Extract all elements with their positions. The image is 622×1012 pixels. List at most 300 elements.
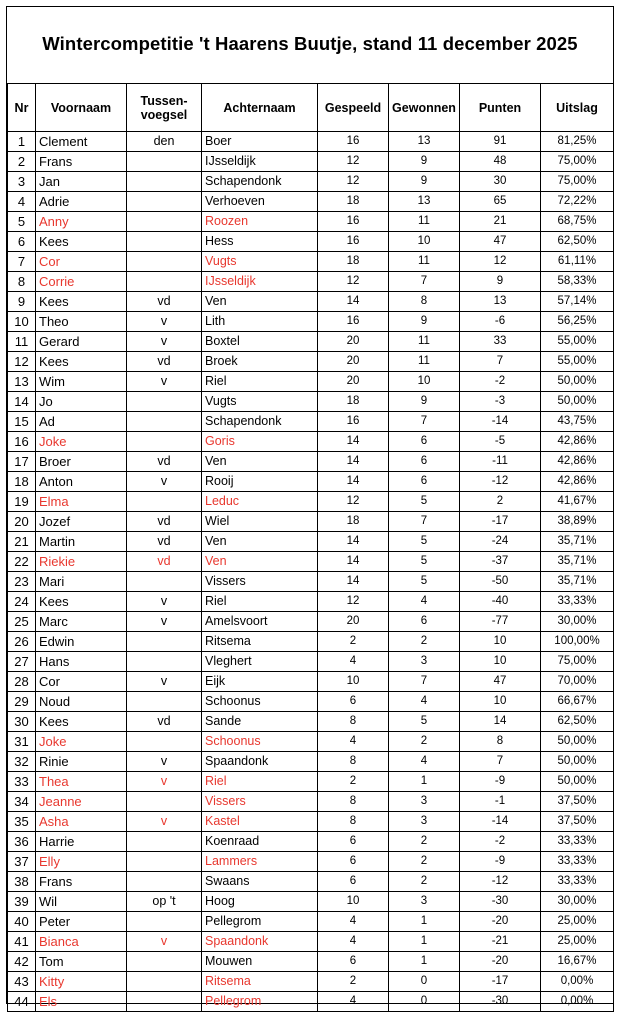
table-row: [8, 292, 614, 312]
cell-punten: 13: [460, 292, 541, 312]
table-row: [8, 792, 614, 812]
cell-gespeeld: 14: [318, 572, 389, 592]
cell-nr: 13: [8, 372, 36, 392]
cell-uitslag: 38,89%: [541, 512, 614, 532]
cell-tussenvoegsel: [127, 192, 202, 212]
cell-voornaam: Broer: [36, 452, 127, 472]
cell-voornaam: Cor: [36, 252, 127, 272]
cell-nr: 5: [8, 212, 36, 232]
cell-gespeeld: 16: [318, 212, 389, 232]
cell-punten: -1: [460, 792, 541, 812]
cell-gewonnen: 9: [389, 392, 460, 412]
cell-achternaam: IJsseldijk: [202, 272, 318, 292]
cell-gespeeld: 14: [318, 472, 389, 492]
header-uitslag: Uitslag: [541, 84, 614, 132]
table-row: [8, 232, 614, 252]
cell-punten: -6: [460, 312, 541, 332]
cell-nr: 7: [8, 252, 36, 272]
cell-voornaam: Wil: [36, 892, 127, 912]
cell-gewonnen: 10: [389, 372, 460, 392]
cell-gespeeld: 20: [318, 612, 389, 632]
cell-voornaam: Jan: [36, 172, 127, 192]
cell-voornaam: Joke: [36, 732, 127, 752]
cell-gewonnen: 7: [389, 412, 460, 432]
table-body: [8, 132, 614, 1012]
table-row: [8, 132, 614, 152]
table-row: [8, 532, 614, 552]
cell-achternaam: Riel: [202, 372, 318, 392]
cell-uitslag: 0,00%: [541, 972, 614, 992]
cell-punten: 10: [460, 652, 541, 672]
cell-gespeeld: 20: [318, 352, 389, 372]
cell-gespeeld: 20: [318, 372, 389, 392]
cell-gespeeld: 6: [318, 952, 389, 972]
cell-tussenvoegsel: [127, 952, 202, 972]
table-row: [8, 692, 614, 712]
cell-achternaam: Vleghert: [202, 652, 318, 672]
cell-tussenvoegsel: [127, 212, 202, 232]
cell-uitslag: 33,33%: [541, 852, 614, 872]
cell-punten: 65: [460, 192, 541, 212]
cell-voornaam: Martin: [36, 532, 127, 552]
cell-punten: 8: [460, 732, 541, 752]
cell-gewonnen: 13: [389, 132, 460, 152]
table-row: [8, 732, 614, 752]
cell-uitslag: 30,00%: [541, 892, 614, 912]
cell-voornaam: Wim: [36, 372, 127, 392]
cell-achternaam: Pellegrom: [202, 912, 318, 932]
cell-uitslag: 72,22%: [541, 192, 614, 212]
cell-uitslag: 50,00%: [541, 392, 614, 412]
cell-gewonnen: 7: [389, 512, 460, 532]
cell-uitslag: 75,00%: [541, 652, 614, 672]
cell-achternaam: Verhoeven: [202, 192, 318, 212]
cell-achternaam: IJsseldijk: [202, 152, 318, 172]
cell-gespeeld: 16: [318, 132, 389, 152]
cell-achternaam: Wiel: [202, 512, 318, 532]
cell-nr: 17: [8, 452, 36, 472]
cell-voornaam: Theo: [36, 312, 127, 332]
cell-punten: 33: [460, 332, 541, 352]
cell-nr: 39: [8, 892, 36, 912]
cell-voornaam: Noud: [36, 692, 127, 712]
cell-gewonnen: 6: [389, 472, 460, 492]
cell-achternaam: Schoonus: [202, 692, 318, 712]
cell-nr: 21: [8, 532, 36, 552]
cell-tussenvoegsel: [127, 572, 202, 592]
table-row: [8, 372, 614, 392]
cell-gewonnen: 11: [389, 332, 460, 352]
table-row: [8, 272, 614, 292]
cell-gewonnen: 2: [389, 872, 460, 892]
cell-punten: -5: [460, 432, 541, 452]
cell-punten: -12: [460, 872, 541, 892]
cell-uitslag: 30,00%: [541, 612, 614, 632]
cell-gewonnen: 8: [389, 292, 460, 312]
cell-gewonnen: 3: [389, 792, 460, 812]
cell-gespeeld: 4: [318, 992, 389, 1012]
cell-tussenvoegsel: [127, 692, 202, 712]
cell-nr: 22: [8, 552, 36, 572]
cell-gewonnen: 2: [389, 632, 460, 652]
cell-gespeeld: 6: [318, 852, 389, 872]
cell-tussenvoegsel: [127, 272, 202, 292]
table-row: [8, 752, 614, 772]
header-voornaam: Voornaam: [36, 84, 127, 132]
cell-punten: -9: [460, 852, 541, 872]
cell-gewonnen: 2: [389, 832, 460, 852]
cell-tussenvoegsel: [127, 832, 202, 852]
cell-punten: 14: [460, 712, 541, 732]
cell-voornaam: Peter: [36, 912, 127, 932]
cell-voornaam: Jo: [36, 392, 127, 412]
cell-tussenvoegsel: [127, 652, 202, 672]
cell-uitslag: 56,25%: [541, 312, 614, 332]
cell-achternaam: Riel: [202, 772, 318, 792]
cell-tussenvoegsel: [127, 392, 202, 412]
cell-gewonnen: 6: [389, 432, 460, 452]
cell-uitslag: 35,71%: [541, 572, 614, 592]
cell-gespeeld: 16: [318, 232, 389, 252]
cell-gespeeld: 8: [318, 752, 389, 772]
table-row: [8, 472, 614, 492]
cell-gespeeld: 8: [318, 712, 389, 732]
cell-nr: 25: [8, 612, 36, 632]
cell-punten: 2: [460, 492, 541, 512]
cell-voornaam: Gerard: [36, 332, 127, 352]
cell-gewonnen: 11: [389, 212, 460, 232]
cell-uitslag: 42,86%: [541, 472, 614, 492]
header-gewonnen: Gewonnen: [389, 84, 460, 132]
header-gespeeld: Gespeeld: [318, 84, 389, 132]
cell-gewonnen: 1: [389, 932, 460, 952]
cell-punten: -3: [460, 392, 541, 412]
cell-gespeeld: 12: [318, 152, 389, 172]
cell-tussenvoegsel: [127, 252, 202, 272]
cell-tussenvoegsel: v: [127, 312, 202, 332]
cell-tussenvoegsel: vd: [127, 512, 202, 532]
cell-punten: 48: [460, 152, 541, 172]
cell-achternaam: Hoog: [202, 892, 318, 912]
cell-punten: 9: [460, 272, 541, 292]
table-row: [8, 432, 614, 452]
cell-nr: 16: [8, 432, 36, 452]
cell-tussenvoegsel: v: [127, 932, 202, 952]
cell-uitslag: 42,86%: [541, 452, 614, 472]
table-row: [8, 712, 614, 732]
cell-gewonnen: 7: [389, 272, 460, 292]
cell-nr: 15: [8, 412, 36, 432]
cell-achternaam: Kastel: [202, 812, 318, 832]
cell-gespeeld: 4: [318, 652, 389, 672]
cell-gespeeld: 8: [318, 812, 389, 832]
cell-uitslag: 50,00%: [541, 732, 614, 752]
table-row: [8, 552, 614, 572]
cell-uitslag: 75,00%: [541, 152, 614, 172]
cell-gewonnen: 11: [389, 352, 460, 372]
cell-nr: 12: [8, 352, 36, 372]
cell-achternaam: Vissers: [202, 572, 318, 592]
cell-gespeeld: 16: [318, 312, 389, 332]
table-row: [8, 892, 614, 912]
cell-achternaam: Vissers: [202, 792, 318, 812]
cell-voornaam: Frans: [36, 152, 127, 172]
cell-achternaam: Schapendonk: [202, 412, 318, 432]
table-row: [8, 392, 614, 412]
cell-gespeeld: 14: [318, 552, 389, 572]
cell-uitslag: 50,00%: [541, 772, 614, 792]
cell-nr: 34: [8, 792, 36, 812]
cell-uitslag: 55,00%: [541, 332, 614, 352]
cell-achternaam: Boer: [202, 132, 318, 152]
cell-nr: 2: [8, 152, 36, 172]
cell-gewonnen: 4: [389, 592, 460, 612]
cell-uitslag: 55,00%: [541, 352, 614, 372]
cell-tussenvoegsel: vd: [127, 292, 202, 312]
cell-gewonnen: 3: [389, 812, 460, 832]
cell-gewonnen: 4: [389, 752, 460, 772]
cell-voornaam: Anny: [36, 212, 127, 232]
cell-gewonnen: 13: [389, 192, 460, 212]
cell-tussenvoegsel: vd: [127, 712, 202, 732]
cell-tussenvoegsel: v: [127, 812, 202, 832]
cell-tussenvoegsel: op 't: [127, 892, 202, 912]
cell-gewonnen: 1: [389, 912, 460, 932]
table-row: [8, 852, 614, 872]
header-tussenvoegsel: [127, 84, 202, 132]
cell-punten: -21: [460, 932, 541, 952]
cell-voornaam: Asha: [36, 812, 127, 832]
cell-punten: 7: [460, 352, 541, 372]
table-row: [8, 632, 614, 652]
cell-nr: 29: [8, 692, 36, 712]
cell-gewonnen: 3: [389, 892, 460, 912]
cell-voornaam: Hans: [36, 652, 127, 672]
table-row: [8, 612, 614, 632]
cell-nr: 26: [8, 632, 36, 652]
cell-uitslag: 66,67%: [541, 692, 614, 712]
cell-gespeeld: 14: [318, 532, 389, 552]
cell-gespeeld: 18: [318, 192, 389, 212]
cell-punten: -2: [460, 832, 541, 852]
cell-gewonnen: 9: [389, 152, 460, 172]
cell-punten: -24: [460, 532, 541, 552]
table-row: [8, 672, 614, 692]
cell-nr: 18: [8, 472, 36, 492]
cell-voornaam: Thea: [36, 772, 127, 792]
cell-uitslag: 37,50%: [541, 792, 614, 812]
cell-voornaam: Bianca: [36, 932, 127, 952]
cell-nr: 42: [8, 952, 36, 972]
cell-achternaam: Ritsema: [202, 632, 318, 652]
cell-gespeeld: 12: [318, 492, 389, 512]
cell-tussenvoegsel: [127, 992, 202, 1012]
cell-punten: 47: [460, 232, 541, 252]
table-row: [8, 172, 614, 192]
cell-punten: 7: [460, 752, 541, 772]
cell-uitslag: 50,00%: [541, 752, 614, 772]
cell-achternaam: Ven: [202, 452, 318, 472]
cell-gespeeld: 10: [318, 672, 389, 692]
cell-gewonnen: 6: [389, 452, 460, 472]
table-row: [8, 592, 614, 612]
cell-gespeeld: 18: [318, 392, 389, 412]
table-row: [8, 992, 614, 1012]
cell-uitslag: 62,50%: [541, 712, 614, 732]
cell-gewonnen: 11: [389, 252, 460, 272]
cell-gespeeld: 2: [318, 772, 389, 792]
cell-achternaam: Spaandonk: [202, 752, 318, 772]
cell-tussenvoegsel: v: [127, 672, 202, 692]
cell-tussenvoegsel: [127, 632, 202, 652]
cell-achternaam: Roozen: [202, 212, 318, 232]
cell-gewonnen: 2: [389, 852, 460, 872]
cell-uitslag: 25,00%: [541, 912, 614, 932]
cell-achternaam: Ritsema: [202, 972, 318, 992]
cell-voornaam: Joke: [36, 432, 127, 452]
cell-uitslag: 42,86%: [541, 432, 614, 452]
cell-uitslag: 16,67%: [541, 952, 614, 972]
cell-voornaam: Tom: [36, 952, 127, 972]
cell-punten: 10: [460, 632, 541, 652]
cell-gespeeld: 2: [318, 632, 389, 652]
cell-uitslag: 33,33%: [541, 592, 614, 612]
cell-voornaam: Kees: [36, 292, 127, 312]
cell-uitslag: 43,75%: [541, 412, 614, 432]
cell-gewonnen: 5: [389, 712, 460, 732]
header-punten: Punten: [460, 84, 541, 132]
cell-achternaam: Riel: [202, 592, 318, 612]
cell-nr: 35: [8, 812, 36, 832]
cell-achternaam: Lammers: [202, 852, 318, 872]
cell-gespeeld: 2: [318, 972, 389, 992]
cell-voornaam: Jozef: [36, 512, 127, 532]
cell-gespeeld: 14: [318, 452, 389, 472]
cell-tussenvoegsel: vd: [127, 532, 202, 552]
cell-uitslag: 62,50%: [541, 232, 614, 252]
cell-achternaam: Rooij: [202, 472, 318, 492]
cell-voornaam: Harrie: [36, 832, 127, 852]
cell-nr: 24: [8, 592, 36, 612]
cell-uitslag: 33,33%: [541, 832, 614, 852]
cell-punten: -9: [460, 772, 541, 792]
cell-achternaam: Koenraad: [202, 832, 318, 852]
cell-gewonnen: 9: [389, 172, 460, 192]
cell-achternaam: Goris: [202, 432, 318, 452]
cell-nr: 9: [8, 292, 36, 312]
cell-achternaam: Leduc: [202, 492, 318, 512]
cell-uitslag: 41,67%: [541, 492, 614, 512]
cell-gespeeld: 12: [318, 592, 389, 612]
cell-achternaam: Spaandonk: [202, 932, 318, 952]
cell-voornaam: Elly: [36, 852, 127, 872]
cell-gewonnen: 1: [389, 772, 460, 792]
cell-voornaam: Edwin: [36, 632, 127, 652]
cell-uitslag: 81,25%: [541, 132, 614, 152]
table-row: [8, 192, 614, 212]
standings-table: [7, 83, 614, 1012]
cell-achternaam: Swaans: [202, 872, 318, 892]
cell-tussenvoegsel: vd: [127, 552, 202, 572]
cell-nr: 43: [8, 972, 36, 992]
cell-achternaam: Boxtel: [202, 332, 318, 352]
cell-punten: -20: [460, 952, 541, 972]
cell-achternaam: Amelsvoort: [202, 612, 318, 632]
cell-gespeeld: 12: [318, 272, 389, 292]
cell-uitslag: 0,00%: [541, 992, 614, 1012]
table-row: [8, 252, 614, 272]
cell-gewonnen: 7: [389, 672, 460, 692]
cell-tussenvoegsel: [127, 232, 202, 252]
cell-nr: 28: [8, 672, 36, 692]
cell-voornaam: Kees: [36, 232, 127, 252]
cell-voornaam: Kitty: [36, 972, 127, 992]
cell-gespeeld: 4: [318, 732, 389, 752]
cell-punten: -30: [460, 992, 541, 1012]
cell-punten: -37: [460, 552, 541, 572]
cell-nr: 31: [8, 732, 36, 752]
cell-punten: -11: [460, 452, 541, 472]
cell-gespeeld: 6: [318, 872, 389, 892]
cell-nr: 8: [8, 272, 36, 292]
cell-gewonnen: 6: [389, 612, 460, 632]
table-row: [8, 152, 614, 172]
cell-voornaam: Clement: [36, 132, 127, 152]
cell-tussenvoegsel: [127, 912, 202, 932]
cell-nr: 6: [8, 232, 36, 252]
cell-punten: 30: [460, 172, 541, 192]
table-row: [8, 312, 614, 332]
cell-nr: 36: [8, 832, 36, 852]
cell-gewonnen: 0: [389, 992, 460, 1012]
cell-voornaam: Kees: [36, 592, 127, 612]
table-row: [8, 972, 614, 992]
cell-tussenvoegsel: v: [127, 332, 202, 352]
cell-gewonnen: 0: [389, 972, 460, 992]
cell-nr: 32: [8, 752, 36, 772]
cell-uitslag: 57,14%: [541, 292, 614, 312]
cell-achternaam: Vugts: [202, 392, 318, 412]
table-row: [8, 912, 614, 932]
cell-uitslag: 35,71%: [541, 552, 614, 572]
table-row: [8, 652, 614, 672]
cell-punten: -20: [460, 912, 541, 932]
cell-gespeeld: 4: [318, 932, 389, 952]
header-tussenvoegsel-line2: voegsel: [140, 107, 188, 122]
cell-achternaam: Sande: [202, 712, 318, 732]
cell-voornaam: Kees: [36, 712, 127, 732]
cell-voornaam: Elma: [36, 492, 127, 512]
cell-gespeeld: 18: [318, 512, 389, 532]
cell-tussenvoegsel: [127, 792, 202, 812]
cell-punten: 12: [460, 252, 541, 272]
cell-gespeeld: 12: [318, 172, 389, 192]
cell-nr: 41: [8, 932, 36, 952]
table-row: [8, 812, 614, 832]
cell-voornaam: Rinie: [36, 752, 127, 772]
cell-achternaam: Ven: [202, 552, 318, 572]
table-row: [8, 772, 614, 792]
cell-gewonnen: 1: [389, 952, 460, 972]
table-row: [8, 332, 614, 352]
cell-tussenvoegsel: v: [127, 612, 202, 632]
cell-nr: 20: [8, 512, 36, 532]
cell-gespeeld: 6: [318, 692, 389, 712]
cell-achternaam: Ven: [202, 292, 318, 312]
cell-gewonnen: 5: [389, 552, 460, 572]
cell-achternaam: Hess: [202, 232, 318, 252]
table-row: [8, 832, 614, 852]
